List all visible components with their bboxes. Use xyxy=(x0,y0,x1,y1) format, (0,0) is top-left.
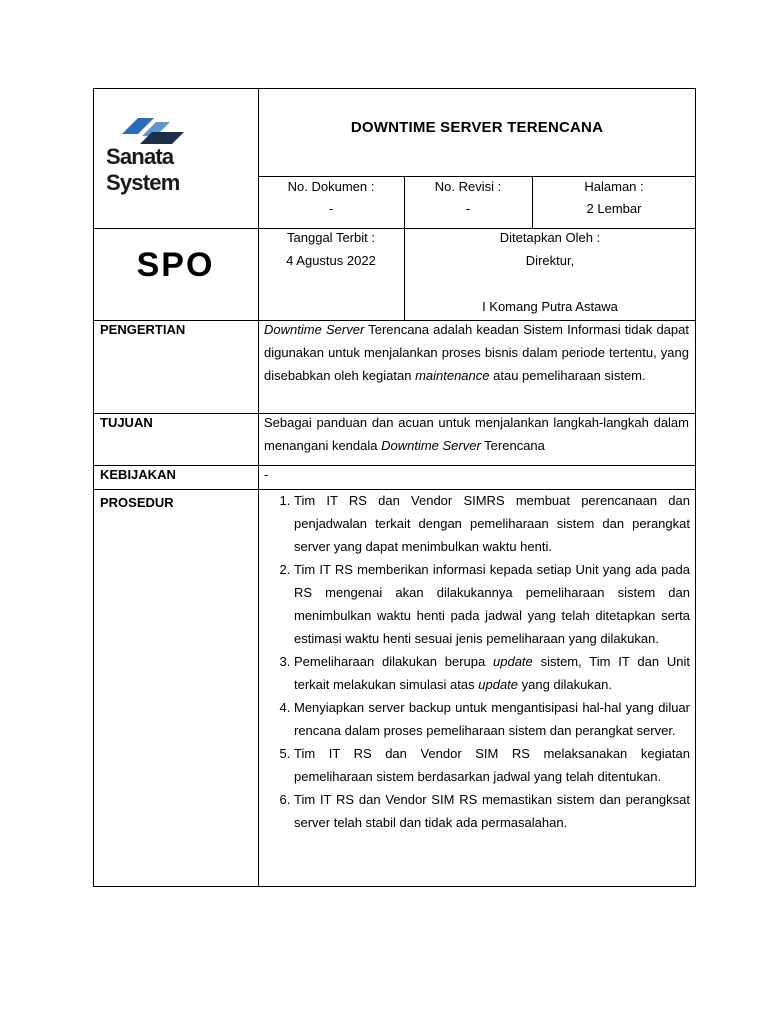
pengertian-text-part: Terencana adalah keadan Sistem Informasi tidak dapat digunakan untuk menjalankan proses bisnis dalam periode tertentu, yang disebabkan oleh kegiatan xyxy=(264,322,689,383)
tujuan-text-part: Terencana xyxy=(480,438,545,453)
tujuan-text xyxy=(264,411,689,457)
section-label-pengertian: PENGERTIAN xyxy=(100,322,186,337)
tujuan-text-part: Sebagai panduan dan acuan untuk menjalankan langkah-langkah dalam menangani kendala xyxy=(264,415,689,453)
issue-date-label: Tanggal Terbit : xyxy=(287,230,375,245)
procedure-step: 2. Tim IT RS memberikan informasi kepada setiap Unit yang ada pada RS mengenai akan dilakukannya pemeliharaan sistem dan menimbulkan waktu henti pada jadwal yang telah ditetapkan serta estimasi waktu henti sesuai jenis pemeliharaan yang dilakukan. xyxy=(294,558,690,650)
procedure-italic-term: update xyxy=(478,677,519,692)
page-value: 2 Lembar xyxy=(586,201,642,216)
company-logo xyxy=(104,112,250,195)
table-border-left xyxy=(93,88,94,887)
doc-number-value: - xyxy=(328,201,334,216)
section-label-kebijakan: KEBIJAKAN xyxy=(100,467,176,482)
procedure-step xyxy=(294,650,690,696)
logo-brand-text: Sanata System xyxy=(106,144,180,195)
pengertian-italic-term: Downtime Server xyxy=(264,322,365,337)
procedure-text-part: sistem, Tim IT dan Unit terkait melakukan simulasi atas xyxy=(294,654,690,692)
section-label-prosedur: PROSEDUR xyxy=(100,495,174,510)
procedure-step: 6. Tim IT RS dan Vendor SIM RS memastikan sistem dan perangksat server telah stabil dan tidak ada permasalahan. xyxy=(294,788,690,834)
spo-label: SPO xyxy=(136,246,215,284)
logo-mark-icon xyxy=(122,112,192,148)
procedure-text-part: Pemeliharaan dilakukan berupa xyxy=(294,654,494,669)
table-rule xyxy=(93,465,696,466)
approver-name: I Komang Putra Astawa xyxy=(482,299,618,314)
procedure-step: 1. Tim IT RS dan Vendor SIMRS membuat perencanaan dan penjadwalan terkait dengan pemeliharaan sistem dan perangkat server yang dapat menimbulkan waktu henti. xyxy=(294,489,690,558)
procedure-list xyxy=(258,489,690,834)
kebijakan-value: - xyxy=(264,467,269,482)
pengertian-italic-term: maintenance xyxy=(415,368,490,383)
page-label: Halaman : xyxy=(584,179,644,194)
document-title: DOWNTIME SERVER TERENCANA xyxy=(350,119,604,136)
table-border-bottom xyxy=(93,886,696,887)
table-border-top xyxy=(93,88,696,89)
procedure-step: 4. Menyiapkan server backup untuk mengantisipasi hal-hal yang diluar rencana dalam proses pemeliharaan sistem dan perangkat server. xyxy=(294,696,690,742)
section-label-tujuan: TUJUAN xyxy=(100,415,153,430)
tujuan-italic-term: Downtime Server xyxy=(381,438,481,453)
approver-role: Direktur, xyxy=(525,253,575,268)
procedure-italic-term: update xyxy=(493,654,533,669)
doc-number-label: No. Dokumen : xyxy=(287,179,375,194)
procedure-text-part: yang dilakukan. xyxy=(518,677,612,692)
pengertian-text-part: atau pemeliharaan sistem. xyxy=(489,368,646,383)
approved-by-label: Ditetapkan Oleh : xyxy=(499,230,601,245)
pengertian-text xyxy=(264,318,689,387)
issue-date-value: 4 Agustus 2022 xyxy=(286,253,376,268)
procedure-step: 5. Tim IT RS dan Vendor SIM RS melaksanakan kegiatan pemeliharaan sistem berdasarkan jadwal yang telah ditentukan. xyxy=(294,742,690,788)
revision-value: - xyxy=(465,201,471,216)
revision-label: No. Revisi : xyxy=(434,179,502,194)
